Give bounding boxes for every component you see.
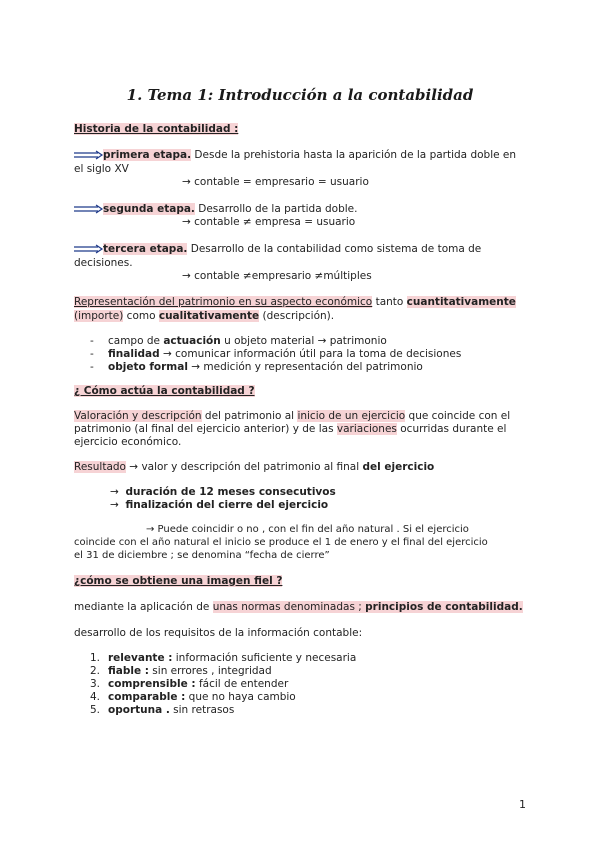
double-arrow-icon [74, 150, 104, 160]
stage-3-relation: → contable ≠empresario ≠múltiples [182, 270, 372, 282]
list-item: 1. relevante : información suficiente y necesaria [90, 652, 357, 664]
double-arrow-icon [74, 244, 104, 254]
resultado-line: Resultado → valor y descripción del patrimonio al final del ejercicio [74, 461, 435, 473]
stage-2-line [103, 203, 357, 216]
imagen-line-2: desarrollo de los requisitos de la información contable: [74, 627, 363, 639]
section-heading-historia: Historia de la contabilidad : [74, 123, 239, 135]
section-heading-imagen: ¿cómo se obtiene una imagen fiel ? [74, 575, 283, 587]
stage-3-label: tercera etapa. [103, 243, 188, 255]
stage-2-desc: Desarrollo de la partida doble. [194, 203, 358, 215]
stage-2-relation: → contable ≠ empresa = usuario [182, 216, 356, 228]
note-line-3: el 31 de diciembre ; se denomina “fecha de cierre” [74, 550, 330, 561]
stage-2-label: segunda etapa. [103, 203, 195, 215]
double-arrow-icon [74, 204, 104, 214]
imagen-line-1: mediante la aplicación de unas normas denominadas ; principios de contabilidad. [74, 601, 523, 613]
page-number: 1 [519, 798, 526, 811]
stage-1-relation: → contable = empresario = usuario [182, 176, 369, 188]
list-item: 5. oportuna . sin retrasos [90, 704, 235, 716]
list-item: 4. comparable : que no haya cambio [90, 691, 296, 703]
representacion-line-1: Representación del patrimonio en su aspecto económico tanto cuantitativamente [74, 296, 516, 308]
actua-line-2: patrimonio (al final del ejercicio anterior) y de las variaciones ocurridas durante el [74, 423, 507, 435]
note-line-1: → Puede coincidir o no , con el fin del año natural . Si el ejercicio [146, 524, 469, 535]
page-title: 1. Tema 1: Introducción a la contabilidad [126, 86, 474, 104]
list-item: - finalidad → comunicar información útil para la toma de decisiones [90, 348, 462, 360]
list-item: 3. comprensible : fácil de entender [90, 678, 289, 690]
stage-3-line [103, 243, 527, 256]
stage-1-label: primera etapa. [103, 149, 192, 161]
actua-line-1: Valoración y descripción del patrimonio al inicio de un ejercicio que coincide con el [74, 410, 511, 422]
stage-3-desc: Desarrollo de la contabilidad como sistema de toma de [187, 243, 482, 255]
actua-line-3: ejercicio económico. [74, 436, 182, 448]
list-item: - objeto formal → medición y representación del patrimonio [90, 361, 423, 373]
resultado-sub-2: → finalización del cierre del ejercicio [110, 499, 329, 511]
resultado-sub-1: → duración de 12 meses consecutivos [110, 486, 336, 498]
stage-1-desc-cont: el siglo XV [74, 163, 129, 175]
list-item: 2. fiable : sin errores , integridad [90, 665, 272, 677]
list-item: - campo de actuación u objeto material → patrimonio [90, 335, 387, 347]
stage-1-desc: Desde la prehistoria hasta la aparición de la partida doble en [191, 149, 517, 161]
representacion-line-2: (importe) como cualitativamente (descripción). [74, 310, 335, 322]
stage-3-desc-cont: decisiones. [74, 257, 133, 269]
section-heading-actua: ¿ Cómo actúa la contabilidad ? [74, 385, 255, 397]
note-line-2: coincide con el año natural el inicio se produce el 1 de enero y el final del ejercicio [74, 537, 488, 548]
stage-1-line [103, 149, 516, 162]
